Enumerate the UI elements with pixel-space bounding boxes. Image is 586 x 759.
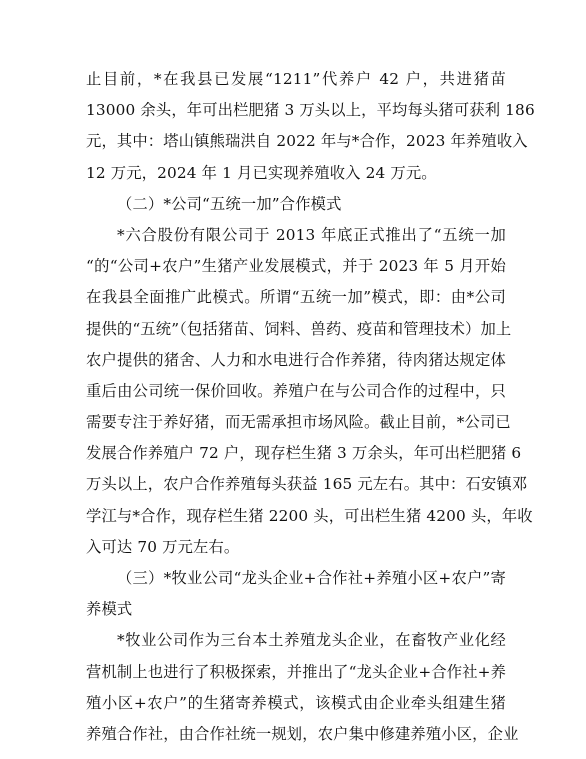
text-line: （二）*公司“五统一加”合作模式 [117,194,342,213]
paragraph-foster-model [86,625,519,750]
text-line: 殖小区+农户”的生猪寄养模式，该模式由企业牵头组建生猪 [86,693,506,712]
text-line: 在我县全面推广此模式。所谓“五统一加”模式，即：由*公司 [86,288,506,307]
text-line: 发展合作养殖户 72 户，现存栏生猪 3 万余头，年可出栏肥猪 6 [86,444,522,463]
text-line: 12 万元，2024 年 1 月已实现养殖收入 24 万元。 [86,163,437,182]
text-line: 养殖合作社，由合作社统一规划，农户集中修建养殖小区，企业 [86,724,519,743]
document-page [86,64,535,750]
paragraph-1211-model-results [86,64,535,189]
text-line: 提供的“五统”（包括猪苗、饲料、兽药、疫苗和管理技术）加上 [86,319,512,338]
text-line: 农户提供的猪舍、人力和水电进行合作养猪，待肉猪达规定体 [86,350,506,369]
text-line: “的“公司+农户”生猪产业发展模式，并于 2023 年 5 月开始 [86,257,506,276]
text-line: 学江与*合作，现存栏生猪 2200 头，可出栏生猪 4200 头，年收 [86,506,533,525]
text-line: *牧业公司作为三台本土养殖龙头企业，在畜牧产业化经 [117,631,506,650]
text-line: 养模式 [86,600,133,619]
text-line: 营机制上也进行了积极探索，并推出了“龙头企业+合作社+养 [86,662,507,681]
text-line: 重后由公司统一保价回收。养殖户在与公司合作的过程中，只 [86,381,506,400]
paragraph-five-unified-model [86,220,533,563]
text-line: *六合股份有限公司于 2013 年底正式推出了“五统一加 [117,225,506,244]
text-line: 万头以上，农户合作养殖每头获益 165 元左右。其中：石安镇邓 [86,475,528,494]
text-line: 13000 余头，年可出栏肥猪 3 万头以上，平均每头猪可获利 186 [86,101,535,120]
text-line: 需要专注于养好猪，而无需承担市场风险。截止目前，*公司已 [86,413,511,432]
text-line: （三）*牧业公司“龙头企业+合作社+养殖小区+农户”寄 [117,569,506,587]
text-line: 入可达 70 万元左右。 [86,537,240,556]
heading-section-3 [86,563,506,625]
text-line: 元，其中：塔山镇熊瑞洪自 2022 年与*合作，2023 年养殖收入 [86,132,528,151]
text-line: 止目前，*在我县已发展“1211”代养户 42 户，共进猪苗 [86,70,506,88]
heading-section-2 [86,189,506,220]
